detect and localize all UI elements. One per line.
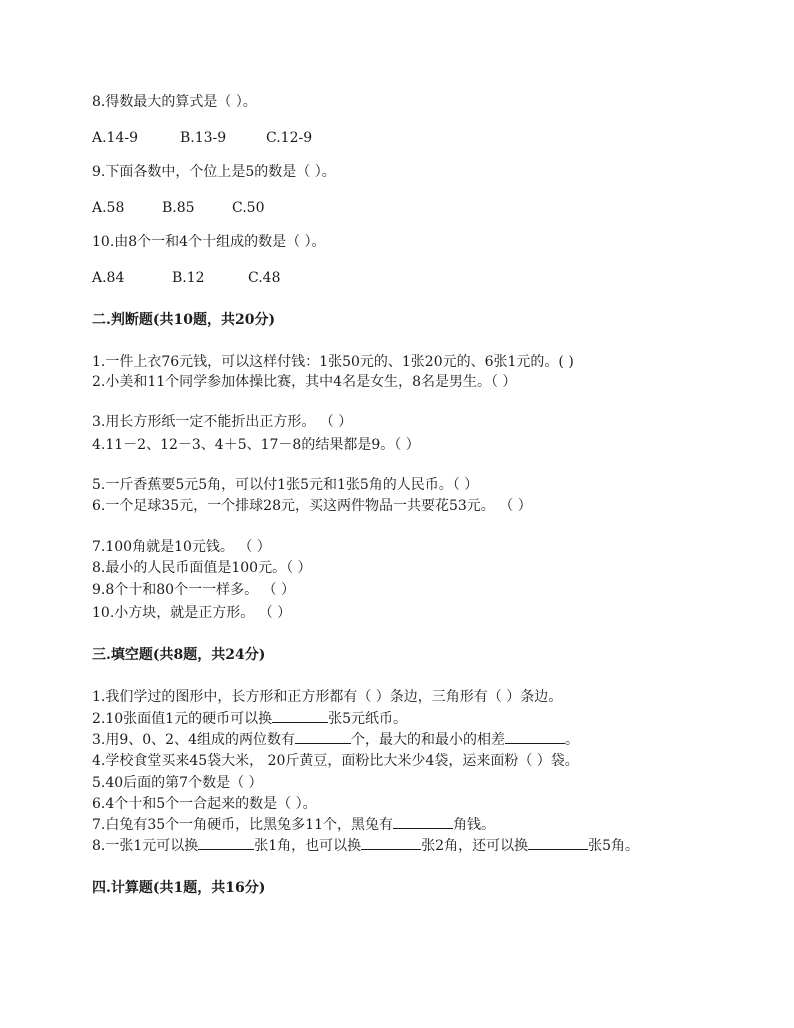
judgement-item-6: 6.一个足球35元，一个排球28元，买这两件物品一共要花53元。 （ ） [92, 498, 532, 514]
answer-blank[interactable] [198, 837, 254, 850]
judgement-item-10: 10.小方块，就是正方形。 （ ） [92, 605, 292, 621]
judgement-item-3: 3.用长方形纸一定不能折出正方形。 （ ） [92, 414, 353, 430]
option-c: C.12-9 [266, 130, 313, 146]
judgement-item-7: 7.100角就是10元钱。 （ ） [92, 539, 271, 555]
option-a: A.58 [92, 200, 125, 216]
fill-item-7-text-b: 角钱。 [453, 817, 495, 833]
fill-item-3-text-b: 个，最大的和最小的相差 [351, 732, 505, 748]
option-b: B.12 [172, 270, 205, 286]
fill-item-6: 6.4个十和5个一合起来的数是（ ）。 [92, 796, 317, 812]
fill-item-3-text-a: 3.用9、0、2、4组成的两位数有 [92, 732, 295, 748]
fill-item-8 [92, 837, 639, 855]
fill-item-7-text-a: 7.白兔有35个一角硬币，比黑兔多11个，黑兔有 [92, 817, 393, 833]
section-title-fill-blank: 三.填空题(共8题，共24分) [92, 647, 266, 663]
answer-blank[interactable] [505, 731, 565, 744]
fill-item-7 [92, 816, 495, 834]
fill-item-2-text-a: 2.10张面值1元的硬币可以换 [92, 711, 273, 727]
choice-question-10: 10.由8个一和4个十组成的数是（ ）。 [92, 234, 326, 250]
answer-blank[interactable] [528, 837, 588, 850]
fill-item-8-text-a: 8.一张1元可以换 [92, 838, 199, 854]
fill-item-1: 1.我们学过的图形中，长方形和正方形都有（ ）条边，三角形有（ ）条边。 [92, 689, 563, 705]
answer-blank[interactable] [295, 731, 351, 744]
answer-blank[interactable] [272, 710, 328, 723]
judgement-item-2: 2.小美和11个同学参加体操比赛，其中4名是女生，8名是男生。（ ） [92, 374, 517, 390]
option-c: C.48 [248, 270, 281, 286]
fill-item-2 [92, 710, 407, 728]
fill-item-3-text-c: 。 [565, 732, 579, 748]
judgement-item-5: 5.一斤香蕉要5元5角，可以付1张5元和1张5角的人民币。（ ） [92, 477, 479, 493]
fill-item-2-text-b: 张5元纸币。 [328, 711, 408, 727]
option-b: B.85 [162, 200, 195, 216]
judgement-item-9: 9.8个十和80个一一样多。 （ ） [92, 582, 295, 598]
option-b: B.13-9 [180, 130, 227, 146]
judgement-item-1: 1.一件上衣76元钱，可以这样付钱：1张50元的、1张20元的、6张1元的。( ) [92, 354, 574, 370]
fill-item-8-text-c: 张2角，还可以换 [421, 838, 529, 854]
fill-item-3 [92, 731, 579, 749]
choice-question-9: 9.下面各数中，个位上是5的数是（ ）。 [92, 164, 336, 180]
answer-blank[interactable] [393, 816, 453, 829]
fill-item-4: 4.学校食堂买来45袋大米， 20斤黄豆，面粉比大米少4袋，运来面粉（ ）袋。 [92, 753, 579, 769]
answer-blank[interactable] [361, 837, 421, 850]
option-a: A.84 [92, 270, 125, 286]
fill-item-8-text-b: 张1角，也可以换 [254, 838, 362, 854]
judgement-item-8: 8.最小的人民币面值是100元。（ ） [92, 560, 312, 576]
choice-question-8: 8.得数最大的算式是（ ）。 [92, 94, 257, 110]
fill-item-8-text-d: 张5角。 [588, 838, 640, 854]
section-title-judgement: 二.判断题(共10题，共20分) [92, 312, 276, 328]
option-a: A.14-9 [92, 130, 139, 146]
option-c: C.50 [232, 200, 265, 216]
section-title-calculation: 四.计算题(共1题，共16分) [92, 880, 266, 896]
fill-item-5: 5.40后面的第7个数是（ ） [92, 775, 263, 791]
judgement-item-4: 4.11－2、12－3、4＋5、17－8的结果都是9。（ ） [92, 437, 420, 453]
